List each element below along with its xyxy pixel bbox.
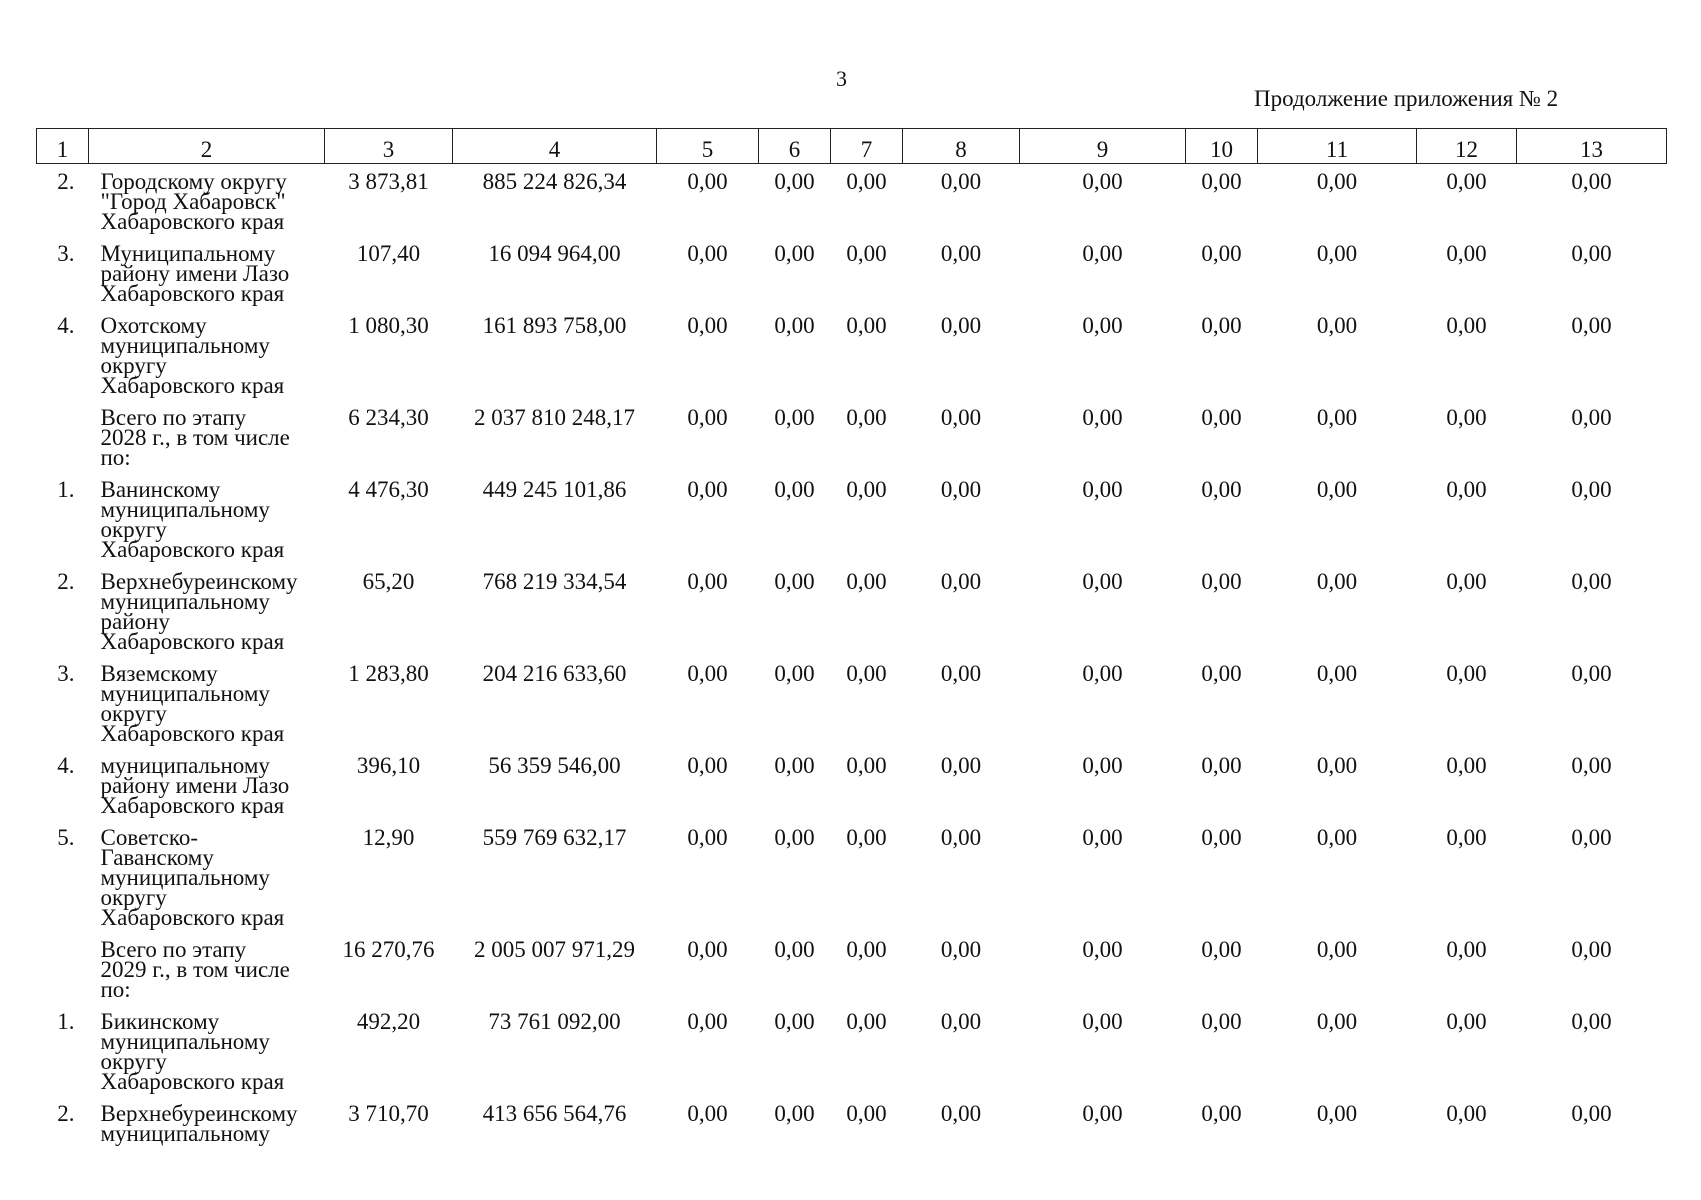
- row-value-col4: 161 893 758,00: [482, 313, 627, 338]
- header-cell: 12: [1417, 129, 1517, 164]
- row-value-col4: 768 219 334,54: [482, 569, 627, 594]
- row-value-col6: 0,00: [774, 937, 815, 962]
- row-name: Всего по этапу 2028 г., в том числе по:: [100, 405, 290, 470]
- table-row: [37, 164, 1667, 237]
- row-value-col11: 0,00: [1316, 937, 1358, 962]
- row-value-col5: 0,00: [687, 569, 728, 594]
- row-value-col4: 449 245 101,86: [482, 477, 627, 502]
- row-value-col6: 0,00: [774, 313, 815, 338]
- row-value-col4: 885 224 826,34: [482, 169, 627, 194]
- table-row: [37, 1004, 1667, 1096]
- row-value-col13: 0,00: [1571, 1101, 1612, 1126]
- row-number: 3.: [57, 241, 75, 266]
- row-value-col10: 0,00: [1201, 241, 1242, 266]
- row-value-col8: 0,00: [940, 405, 982, 430]
- row-value-col13: 0,00: [1571, 825, 1612, 850]
- row-value-col5: 0,00: [687, 661, 728, 686]
- row-value-col12: 0,00: [1446, 753, 1487, 778]
- row-value-col13: 0,00: [1571, 661, 1612, 686]
- row-name: Верхнебуреинскому муниципальному: [100, 1101, 298, 1146]
- row-value-col5: 0,00: [687, 169, 728, 194]
- row-value-col12: 0,00: [1446, 825, 1487, 850]
- table-row: [37, 236, 1667, 308]
- table-row: [37, 400, 1667, 472]
- row-value-col11: 0,00: [1316, 169, 1358, 194]
- header-cell: 7: [831, 129, 903, 164]
- header-cell: 6: [759, 129, 831, 164]
- row-value-col6: 0,00: [774, 825, 815, 850]
- row-value-col4: 56 359 546,00: [488, 753, 621, 778]
- header-cell: 5: [657, 129, 759, 164]
- row-value-col3: 1 283,80: [348, 661, 429, 686]
- row-value-col11: 0,00: [1316, 313, 1358, 338]
- table-row: [37, 564, 1667, 656]
- row-value-col5: 0,00: [687, 405, 728, 430]
- row-value-col8: 0,00: [940, 1009, 982, 1034]
- row-value-col3: 107,40: [356, 241, 421, 266]
- row-value-col10: 0,00: [1201, 753, 1242, 778]
- row-value-col3: 3 710,70: [348, 1101, 429, 1126]
- row-value-col9: 0,00: [1082, 661, 1123, 686]
- row-name: Охотскому муниципальному округу Хабаровского края: [100, 313, 285, 398]
- row-value-col5: 0,00: [687, 825, 728, 850]
- row-value-col5: 0,00: [687, 753, 728, 778]
- row-value-col10: 0,00: [1201, 569, 1242, 594]
- row-value-col7: 0,00: [846, 569, 887, 594]
- row-value-col7: 0,00: [846, 825, 887, 850]
- row-value-col5: 0,00: [687, 1101, 728, 1126]
- row-value-col12: 0,00: [1446, 313, 1487, 338]
- row-number: 2.: [57, 569, 75, 594]
- row-name: Советско- Гаванскому муниципальному округу Хабаровского края: [100, 825, 285, 930]
- page-number: 3: [836, 66, 847, 91]
- row-value-col7: 0,00: [846, 1101, 887, 1126]
- row-value-col5: 0,00: [687, 1009, 728, 1034]
- row-value-col9: 0,00: [1082, 405, 1123, 430]
- row-value-col6: 0,00: [774, 569, 815, 594]
- row-value-col12: 0,00: [1446, 937, 1487, 962]
- row-value-col11: 0,00: [1316, 405, 1358, 430]
- row-value-col12: 0,00: [1446, 1101, 1487, 1126]
- row-value-col12: 0,00: [1446, 477, 1487, 502]
- row-value-col9: 0,00: [1082, 477, 1123, 502]
- row-value-col7: 0,00: [846, 661, 887, 686]
- row-value-col10: 0,00: [1201, 477, 1242, 502]
- row-value-col12: 0,00: [1446, 169, 1487, 194]
- table-row: [37, 656, 1667, 748]
- row-value-col12: 0,00: [1446, 405, 1487, 430]
- row-value-col7: 0,00: [846, 313, 887, 338]
- row-value-col13: 0,00: [1571, 1009, 1612, 1034]
- row-value-col13: 0,00: [1571, 753, 1612, 778]
- row-value-col11: 0,00: [1316, 753, 1358, 778]
- row-value-col10: 0,00: [1201, 661, 1242, 686]
- row-value-col13: 0,00: [1571, 937, 1612, 962]
- row-name: Вяземскому муниципальному округу Хабаровского края: [100, 661, 285, 746]
- row-value-col10: 0,00: [1201, 937, 1242, 962]
- row-value-col9: 0,00: [1082, 313, 1123, 338]
- row-number: 3.: [57, 661, 75, 686]
- row-value-col8: 0,00: [940, 477, 982, 502]
- row-name: Бикинскому муниципальному округу Хабаровского края: [100, 1009, 285, 1094]
- table-row: [37, 308, 1667, 400]
- row-value-col9: 0,00: [1082, 1101, 1123, 1126]
- row-value-col12: 0,00: [1446, 241, 1487, 266]
- row-value-col6: 0,00: [774, 405, 815, 430]
- row-value-col6: 0,00: [774, 1101, 815, 1126]
- row-value-col5: 0,00: [687, 313, 728, 338]
- row-value-col5: 0,00: [687, 937, 728, 962]
- row-number: 4.: [57, 753, 75, 778]
- row-name: Городскому округу "Город Хабаровск" Хабаровского края: [100, 169, 287, 234]
- row-value-col11: 0,00: [1316, 477, 1358, 502]
- header-cell: 10: [1186, 129, 1258, 164]
- row-number: 4.: [57, 313, 75, 338]
- row-value-col11: 0,00: [1316, 241, 1358, 266]
- row-number: [37, 932, 89, 1004]
- row-name: Ванинскому муниципальному округу Хабаровского края: [100, 477, 285, 562]
- row-value-col7: 0,00: [846, 937, 887, 962]
- row-value-col7: 0,00: [846, 169, 887, 194]
- row-value-col3: 3 873,81: [348, 169, 429, 194]
- row-value-col13: 0,00: [1571, 405, 1612, 430]
- row-value-col6: 0,00: [774, 1009, 815, 1034]
- row-value-col13: 0,00: [1571, 477, 1612, 502]
- row-value-col11: 0,00: [1316, 1009, 1358, 1034]
- row-value-col9: 0,00: [1082, 169, 1123, 194]
- row-value-col5: 0,00: [687, 241, 728, 266]
- row-value-col4: 73 761 092,00: [488, 1009, 621, 1034]
- row-value-col8: 0,00: [940, 169, 982, 194]
- row-value-col10: 0,00: [1201, 1009, 1242, 1034]
- header-cell: 8: [903, 129, 1020, 164]
- header-cell: 13: [1517, 129, 1667, 164]
- row-value-col8: 0,00: [940, 825, 982, 850]
- row-value-col8: 0,00: [940, 313, 982, 338]
- row-value-col4: 204 216 633,60: [482, 661, 627, 686]
- row-value-col8: 0,00: [940, 569, 982, 594]
- row-value-col9: 0,00: [1082, 1009, 1123, 1034]
- row-value-col7: 0,00: [846, 753, 887, 778]
- row-value-col3: 12,90: [362, 825, 415, 850]
- row-value-col11: 0,00: [1316, 825, 1358, 850]
- row-name: Всего по этапу 2029 г., в том числе по:: [100, 937, 290, 1002]
- row-value-col8: 0,00: [940, 1101, 982, 1126]
- row-value-col10: 0,00: [1201, 1101, 1242, 1126]
- row-value-col3: 16 270,76: [342, 937, 435, 962]
- row-number: 2.: [57, 1101, 75, 1126]
- table-row: [37, 820, 1667, 932]
- row-value-col12: 0,00: [1446, 661, 1487, 686]
- row-value-col6: 0,00: [774, 753, 815, 778]
- row-value-col6: 0,00: [774, 241, 815, 266]
- row-value-col10: 0,00: [1201, 313, 1242, 338]
- row-value-col8: 0,00: [940, 937, 982, 962]
- row-number: 2.: [57, 169, 75, 194]
- row-value-col7: 0,00: [846, 477, 887, 502]
- row-value-col9: 0,00: [1082, 825, 1123, 850]
- header-row: [37, 129, 1667, 164]
- row-value-col9: 0,00: [1082, 937, 1123, 962]
- row-number: 1.: [57, 477, 75, 502]
- row-value-col5: 0,00: [687, 477, 728, 502]
- row-value-col13: 0,00: [1571, 241, 1612, 266]
- row-value-col10: 0,00: [1201, 405, 1242, 430]
- row-value-col11: 0,00: [1316, 661, 1358, 686]
- row-value-col7: 0,00: [846, 1009, 887, 1034]
- row-value-col3: 65,20: [362, 569, 415, 594]
- row-value-col13: 0,00: [1571, 569, 1612, 594]
- header-cell: 1: [37, 129, 89, 164]
- row-value-col7: 0,00: [846, 405, 887, 430]
- row-value-col3: 6 234,30: [348, 405, 429, 430]
- data-table: [36, 128, 1667, 1148]
- row-value-col10: 0,00: [1201, 825, 1242, 850]
- header-cell: 4: [453, 129, 657, 164]
- row-value-col4: 2 005 007 971,29: [474, 937, 635, 962]
- row-value-col9: 0,00: [1082, 241, 1123, 266]
- row-value-col11: 0,00: [1316, 1101, 1358, 1126]
- header-cell: 3: [325, 129, 453, 164]
- row-number: 5.: [57, 825, 75, 850]
- row-number: [37, 400, 89, 472]
- table-row: [37, 472, 1667, 564]
- table-row: [37, 1096, 1667, 1148]
- header-cell: 11: [1258, 129, 1417, 164]
- row-name: Муниципальному району имени Лазо Хабаровского края: [100, 241, 290, 306]
- row-value-col3: 492,20: [356, 1009, 421, 1034]
- continuation-label: Продолжение приложения № 2: [1254, 86, 1559, 111]
- row-value-col4: 16 094 964,00: [488, 241, 621, 266]
- row-value-col9: 0,00: [1082, 569, 1123, 594]
- row-value-col13: 0,00: [1571, 169, 1612, 194]
- row-value-col3: 396,10: [356, 753, 421, 778]
- row-value-col7: 0,00: [846, 241, 887, 266]
- row-value-col11: 0,00: [1316, 569, 1358, 594]
- row-value-col8: 0,00: [940, 661, 982, 686]
- row-value-col4: 559 769 632,17: [482, 825, 627, 850]
- row-value-col8: 0,00: [940, 753, 982, 778]
- row-value-col6: 0,00: [774, 169, 815, 194]
- row-value-col10: 0,00: [1201, 169, 1242, 194]
- row-value-col13: 0,00: [1571, 313, 1612, 338]
- table-body: [37, 164, 1667, 1149]
- header-cell: 2: [89, 129, 325, 164]
- row-name: муниципальному району имени Лазо Хабаровского края: [100, 753, 290, 818]
- row-number: 1.: [57, 1009, 75, 1034]
- row-value-col12: 0,00: [1446, 569, 1487, 594]
- table-row: [37, 932, 1667, 1004]
- row-value-col3: 1 080,30: [348, 313, 429, 338]
- row-value-col3: 4 476,30: [348, 477, 429, 502]
- row-value-col8: 0,00: [940, 241, 982, 266]
- row-value-col6: 0,00: [774, 477, 815, 502]
- row-value-col4: 413 656 564,76: [482, 1101, 627, 1126]
- row-value-col4: 2 037 810 248,17: [474, 405, 635, 430]
- row-value-col9: 0,00: [1082, 753, 1123, 778]
- table-row: [37, 748, 1667, 820]
- row-value-col12: 0,00: [1446, 1009, 1487, 1034]
- row-name: Верхнебуреинскому муниципальному району Хабаровского края: [100, 569, 298, 654]
- row-value-col6: 0,00: [774, 661, 815, 686]
- header-cell: 9: [1020, 129, 1186, 164]
